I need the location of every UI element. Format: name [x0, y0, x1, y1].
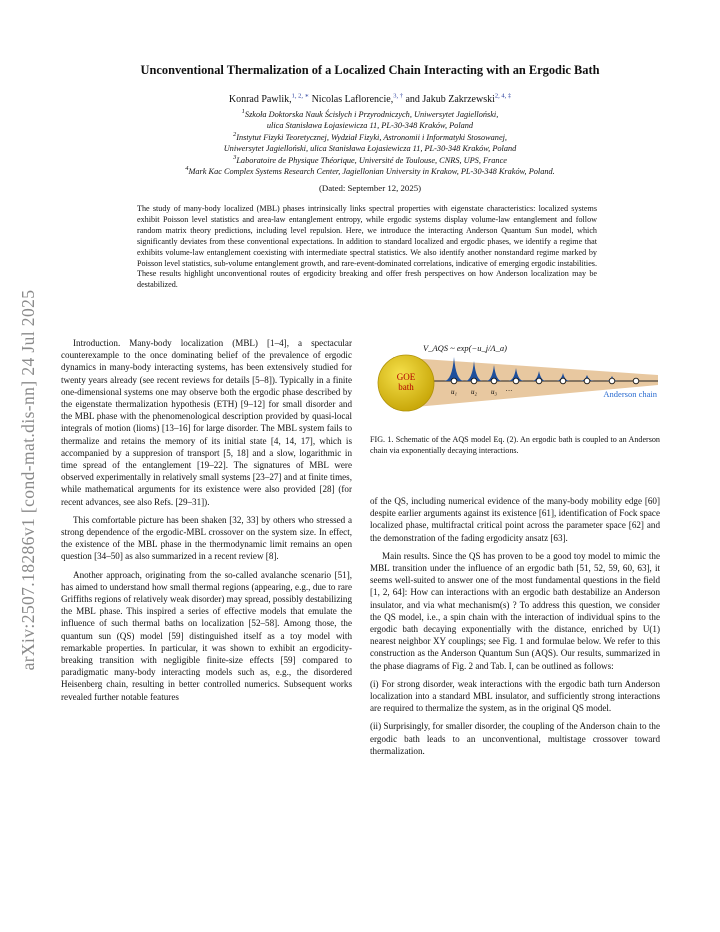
- caption-prefix: FIG. 1.: [370, 435, 394, 444]
- bath-label-goe: GOE: [396, 372, 416, 382]
- author-name: and Jakub Zakrzewski: [405, 94, 495, 105]
- abstract: The study of many-body localized (MBL) phases intrinsically links spectral properties with eigenstate characteristics: localized systems exhibit Poisson level statistics and area-law entanglement entropy, while ergodic systems display volume-law entanglement and follow random matrix theory predictions, including level repulsion. Here, we introduce the interacting Anderson Quantum Sun model, which significantly deviates from these conventional expectations. In addition to standard localized and ergodic phases, we identify a regime that exhibits volume-law entanglement coexisting with intermediate spectral statistics. We also identify another nonstandard regime marked by Poisson level statistics, sub-volume entanglement growth, and rare-event-dominated correlations, indicative of emerging ergodic instabilities. These results highlight unconventional routes of ergodicity breaking and offer fresh perspectives on how Anderson localization may be destabilized.: [137, 204, 597, 290]
- paragraph: This comfortable picture has been shaken [32, 33] by others who stressed a strong dependence of the ergodic-MBL crossover on the system size. In effect, the existence of the MBL phase in the thermodynamic limit remains an open question [34–50] as also summarized in a recent review [8].: [61, 514, 352, 562]
- coupling-formula: V_AQS ~ exp(−u_j/Λ_a): [423, 343, 507, 353]
- site: [633, 378, 639, 384]
- paragraph: Main results. Since the QS has proven to be a good toy model to mimic the MBL transition under the influence of an ergodic bath [51, 52, 59, 60, 63], it seems well-suited to answer one of the most fundamental questions in the field [1, 2, 64]: How can interactions with an ergodic bath destabilize an Anderson insulator, and via what mechanism(s) ? To address this question, we consider the QS model, i.e., a spin chain with the interaction of individual spins to the ergodic bath decaying exponentially with the distance, enriched by U(1) nearest neighbor XY couplings; see Fig. 1 and formulae below. We refer to this construction as the Anderson Quantum Sun (AQS). Our results, summarized in the phase diagrams of Fig. 2 and Tab. I, can be outlined as follows:: [370, 550, 660, 671]
- site: [471, 378, 477, 384]
- list-item: (ii) Surprisingly, for smaller disorder, the coupling of the Anderson chain to the ergodic bath leads to an unconventional, multistage crossover toward thermalization.: [370, 721, 660, 756]
- figure-caption: [370, 435, 660, 456]
- paragraph: of the QS, including numerical evidence of the many-body mobility edge [60] despite earlier arguments against its existence [61], identification of Fock space localized phase, multifractal critical point across the parameter space [62] and the demonstration of the fading ergodicity ansatz [63].: [370, 496, 660, 543]
- affiliation: $^1$Szkoła Doktorska Nauk Ścisłych i Przyrodniczych, Uniwersytet Jagielloński,: [241, 108, 499, 119]
- u-label: u₁: [451, 388, 457, 396]
- affiliation: $^3$Laboratoire de Physique Théorique, Université de Toulouse, CNRS, UPS, France: [233, 154, 507, 165]
- affiliation: Uniwersytet Jagielloński, ulica Stanisława Łojasiewicza 11, PL-30-348 Kraków, Poland: [223, 144, 517, 153]
- figure-1-schematic: [368, 337, 662, 423]
- author-affil[interactable]: 3, †: [393, 92, 403, 100]
- site: [609, 378, 615, 384]
- date-line: (Dated: September 12, 2025): [318, 183, 422, 193]
- paragraph: Introduction. Many-body localization (MBL) [1–4], a spectacular counterexample to the once dominating belief of the prevalence of ergodic dynamics in many-body interacting systems, has been extensively studied for twenty years already (see recent reviews for details [5–8]). Typically in a finite one-dimensional systems one may observe both the ergodic phase described by the eigenstate thermalization hypothesis (ETH) [9–12] for small disorder and the MBL phase with the phenomenological description provided by quasi-local integrals of motion (lioms) [13–16] for large disorder. The MBL system fails to thermalize and retains the memory of its initial state [4, 14, 17], which is accompanied by a suppresion of transport [5, 18] and a slow, logarithmic in time spread of the entanglement [19–22]. The signatures of MBL were observed experimentally in relatively small systems [23–27] and at finite times, while mathematical arguments for its existence were also provided [28] (for recent advances, see also Refs. [29–31]).: [61, 338, 352, 507]
- u-label: u₂: [471, 388, 477, 396]
- left-column: [61, 337, 352, 703]
- right-column: [370, 495, 660, 757]
- site: [513, 378, 519, 384]
- site: [491, 378, 497, 384]
- list-item: (i) For strong disorder, weak interactions with the ergodic bath turn Anderson localization into a standard MBL insulator, and sufficiently strong interactions are required to thermalize the system, as in the original QS model.: [370, 678, 660, 714]
- author-affil[interactable]: 2, 4, ‡: [494, 92, 512, 100]
- site: [536, 378, 542, 384]
- arxiv-identifier: arXiv:2507.18286v1 [cond-mat.dis-nn] 24 Jul 2025: [18, 289, 38, 671]
- bath-label-bath: bath: [398, 382, 414, 392]
- caption-text: Schematic of the AQS model Eq. (2). An ergodic bath is coupled to an Anderson chain via exponentially decaying interactions.: [370, 435, 660, 455]
- affiliation: $^4$Mark Kac Complex Systems Research Center, Jagiellonian University in Krakow, PL-30-348 Kraków, Poland.: [185, 165, 555, 176]
- site: [451, 378, 457, 384]
- affiliation: ulica Stanisława Łojasiewicza 11, PL-30-348 Kraków, Poland: [266, 121, 474, 130]
- u-label: ···: [505, 387, 513, 395]
- site: [584, 378, 590, 384]
- u-label: u₃: [491, 388, 497, 396]
- chain-label: Anderson chain: [603, 389, 657, 399]
- paragraph: Another approach, originating from the so-called avalanche scenario [51], has aimed to understand how small thermal regions (appearing, e.g., due to rare Griffiths regions of relatively weak disorder) may spread, possibly destabilizing the MBL phase. This inspired a series of effective models that emulate the influence of such thermal baths on localization [52–58]. Among those, the quantum sun (QS) model [59] distinguished itself as a toy model with remarkable properties. In particular, it was shown to exhibit an ergodicity-breaking transition with negligible finite-size effects [59] compared to paradigmatic many-body interacting models such as, e.g., the disordered Heisenberg chain, resulting in better controlled numerics. Subsequent works revealed further notable features: [61, 569, 352, 702]
- paper-title: Unconventional Thermalization of a Localized Chain Interacting with an Ergodic Bath: [140, 63, 600, 77]
- site: [560, 378, 566, 384]
- author-name: Nicolas Laflorencie,: [311, 94, 394, 105]
- author-affil[interactable]: 1, 2, ∗: [291, 92, 310, 100]
- affiliation: $^2$Instytut Fizyki Teoretycznej, Wydział Fizyki, Astronomii i Informatyki Stosowanej,: [232, 131, 508, 142]
- author-list: [80, 94, 660, 105]
- author-name: Konrad Pawlik,: [228, 94, 292, 105]
